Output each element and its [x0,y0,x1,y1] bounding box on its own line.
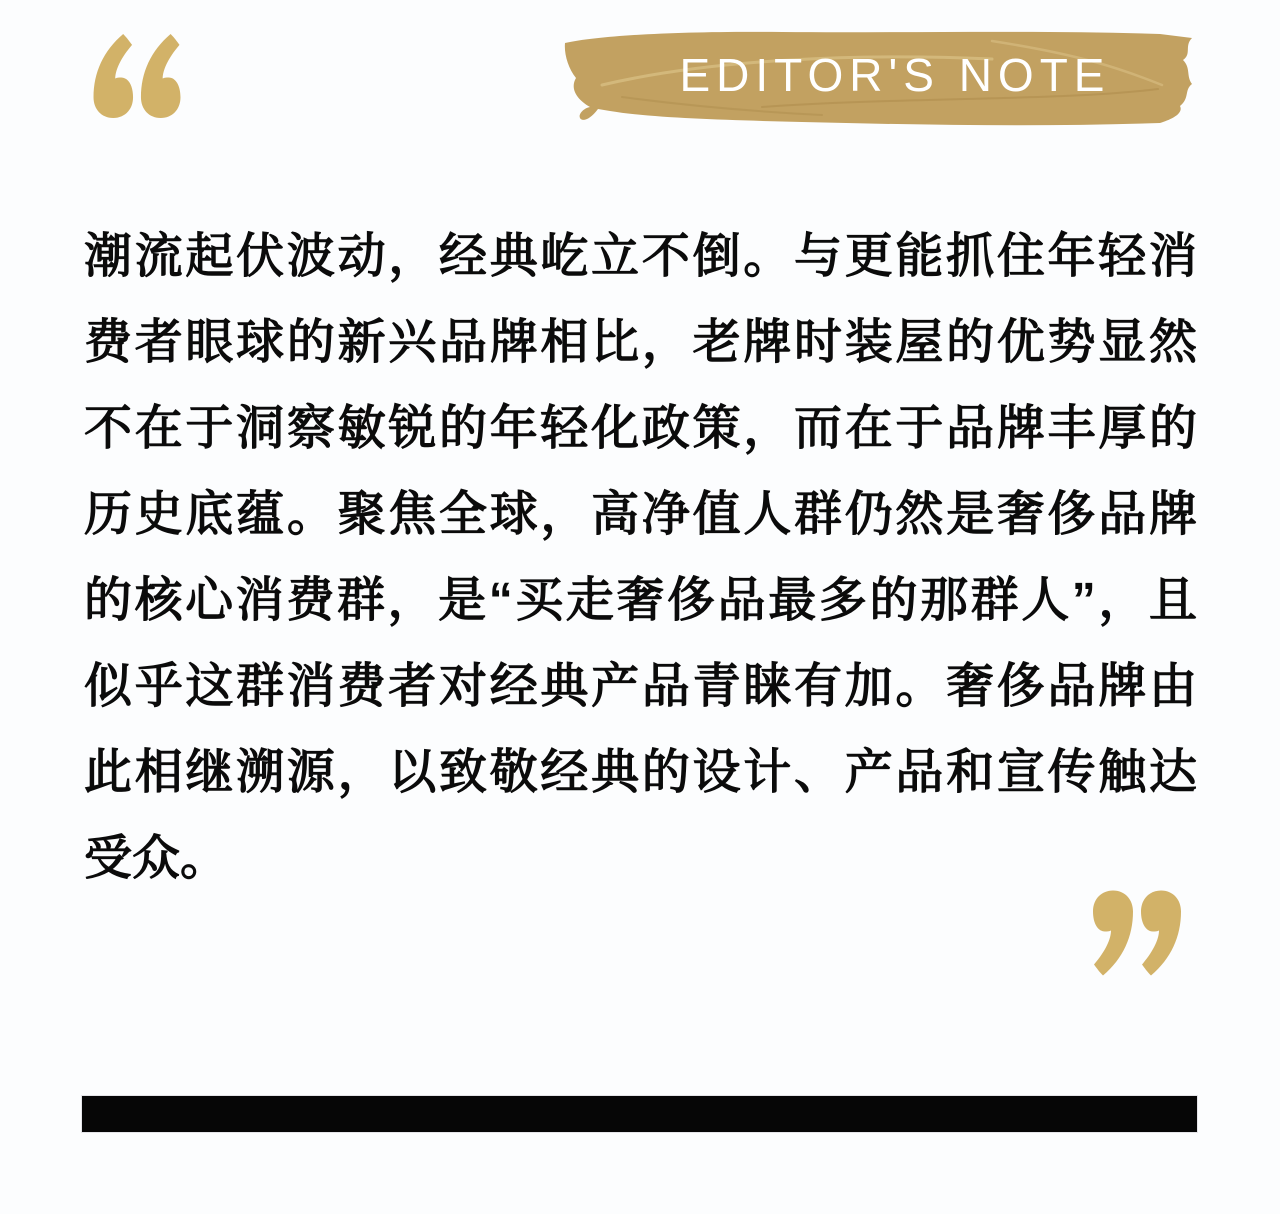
banner [562,27,1196,126]
note-paragraph [84,214,1197,902]
note-line-2: 费者眼球的新兴品牌相比，老牌时装屋的优势显然 [84,316,1197,369]
opening-quote-icon [93,34,181,118]
footer-divider-bar [82,1096,1197,1132]
note-line-6: 似乎这群消费者对经典产品青睐有加。奢侈品牌由 [84,660,1197,713]
banner-title: EDITOR'S NOTE [679,48,1111,101]
note-line-5: 的核心消费群，是“买走奢侈品最多的那群人”，且 [84,574,1197,627]
note-line-1: 潮流起伏波动，经典屹立不倒。与更能抓住年轻消 [84,230,1197,283]
note-line-4: 历史底蕴。聚焦全球，高净值人群仍然是奢侈品牌 [84,488,1197,541]
note-line-7: 此相继溯源，以致敬经典的设计、产品和宣传触达 [84,746,1197,799]
closing-quote-icon [1093,890,1181,976]
note-line-8: 受众。 [84,832,229,885]
note-line-3: 不在于洞察敏锐的年轻化政策，而在于品牌丰厚的 [84,402,1197,455]
